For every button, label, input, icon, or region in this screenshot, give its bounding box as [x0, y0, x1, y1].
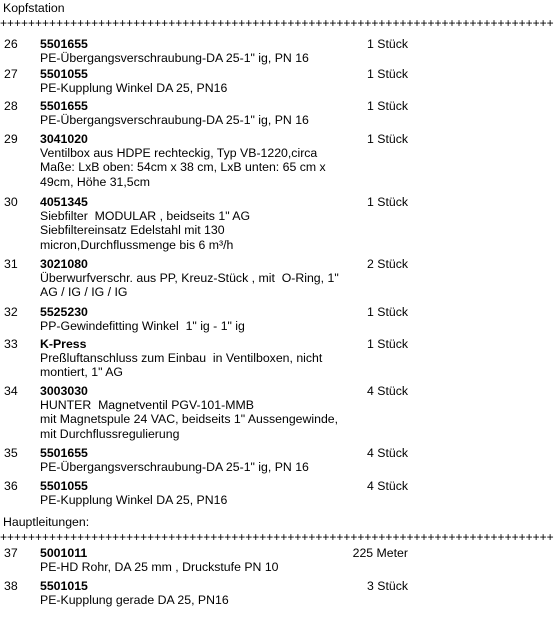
section-title-hauptleitungen: Hauptleitungen: — [3, 515, 90, 529]
item-description: PE-Übergangsverschraubung-DA 25-1" ig, PN 16 — [40, 51, 309, 66]
quantity: 1 Stück — [366, 195, 408, 209]
quantity: 1 Stück — [366, 37, 408, 51]
position-number: 35 — [4, 446, 18, 460]
position-number: 29 — [4, 132, 18, 146]
separator-line: +++++++++++++++++++++++++++++++++++++++++++++++++++++++++++++++++++++++++++++++ — [0, 530, 554, 544]
position-number: 31 — [4, 257, 18, 271]
quantity: 225 Meter — [352, 546, 408, 560]
quantity: 1 Stück — [366, 67, 408, 81]
position-number: 37 — [4, 546, 18, 560]
quantity: 4 Stück — [366, 446, 408, 460]
quantity: 3 Stück — [366, 579, 408, 593]
article-number: 3003030 — [40, 384, 88, 398]
quantity: 1 Stück — [366, 99, 408, 113]
article-number: 5501055 — [40, 479, 88, 493]
quantity: 4 Stück — [366, 384, 408, 398]
item-description: Ventilbox aus HDPE rechteckig, Typ VB-1220,circa Maße: LxB oben: 54cm x 38 cm, LxB unten: 65 cm x 49cm, Höhe 31,5cm — [40, 146, 326, 189]
article-number: 5501655 — [40, 446, 88, 460]
article-number: K-Press — [40, 337, 87, 351]
item-description: Preßluftanschluss zum Einbau in Ventilboxen, nicht montiert, 1" AG — [40, 351, 323, 380]
position-number: 38 — [4, 579, 18, 593]
position-number: 34 — [4, 384, 18, 398]
position-number: 27 — [4, 67, 18, 81]
quantity: 4 Stück — [366, 479, 408, 493]
article-number: 4051345 — [40, 195, 88, 209]
item-description: HUNTER Magnetventil PGV-101-MMB mit Magnetspule 24 VAC, beidseits 1" Aussengewinde, mit Durchflussregulierung — [40, 398, 339, 441]
quantity: 1 Stück — [366, 132, 408, 146]
item-description: PP-Gewindefitting Winkel 1" ig - 1" ig — [40, 319, 245, 334]
article-number: 5501015 — [40, 579, 88, 593]
item-description: PE-Kupplung Winkel DA 25, PN16 — [40, 81, 228, 96]
article-number: 5525230 — [40, 305, 88, 319]
article-number: 3041020 — [40, 132, 88, 146]
position-number: 36 — [4, 479, 18, 493]
article-number: 5501055 — [40, 67, 88, 81]
separator-line: +++++++++++++++++++++++++++++++++++++++++++++++++++++++++++++++++++++++++++++++ — [0, 16, 554, 30]
article-number: 5501655 — [40, 99, 88, 113]
position-number: 30 — [4, 195, 18, 209]
quantity: 1 Stück — [366, 305, 408, 319]
item-description: PE-Kupplung Winkel DA 25, PN16 — [40, 493, 228, 508]
item-description: PE-HD Rohr, DA 25 mm , Druckstufe PN 10 — [40, 560, 279, 575]
article-number: 5001011 — [40, 546, 88, 560]
article-number: 3021080 — [40, 257, 88, 271]
item-description: PE-Übergangsverschraubung-DA 25-1" ig, PN 16 — [40, 460, 309, 475]
position-number: 28 — [4, 99, 18, 113]
position-number: 33 — [4, 337, 18, 351]
section-title-kopfstation: Kopfstation — [3, 1, 65, 15]
position-number: 26 — [4, 37, 18, 51]
article-number: 5501655 — [40, 37, 88, 51]
position-number: 32 — [4, 305, 18, 319]
item-description: PE-Übergangsverschraubung-DA 25-1" ig, PN 16 — [40, 113, 309, 128]
item-description: Überwurfverschr. aus PP, Kreuz-Stück , mit O-Ring, 1" AG / IG / IG / IG — [40, 271, 339, 300]
item-description: PE-Kupplung gerade DA 25, PN16 — [40, 593, 229, 608]
quantity: 1 Stück — [366, 337, 408, 351]
quantity: 2 Stück — [366, 257, 408, 271]
item-description: Siebfilter MODULAR , beidseits 1" AG Siebfiltereinsatz Edelstahl mit 130 micron,Durchflussmenge bis 6 m³/h — [40, 209, 251, 252]
